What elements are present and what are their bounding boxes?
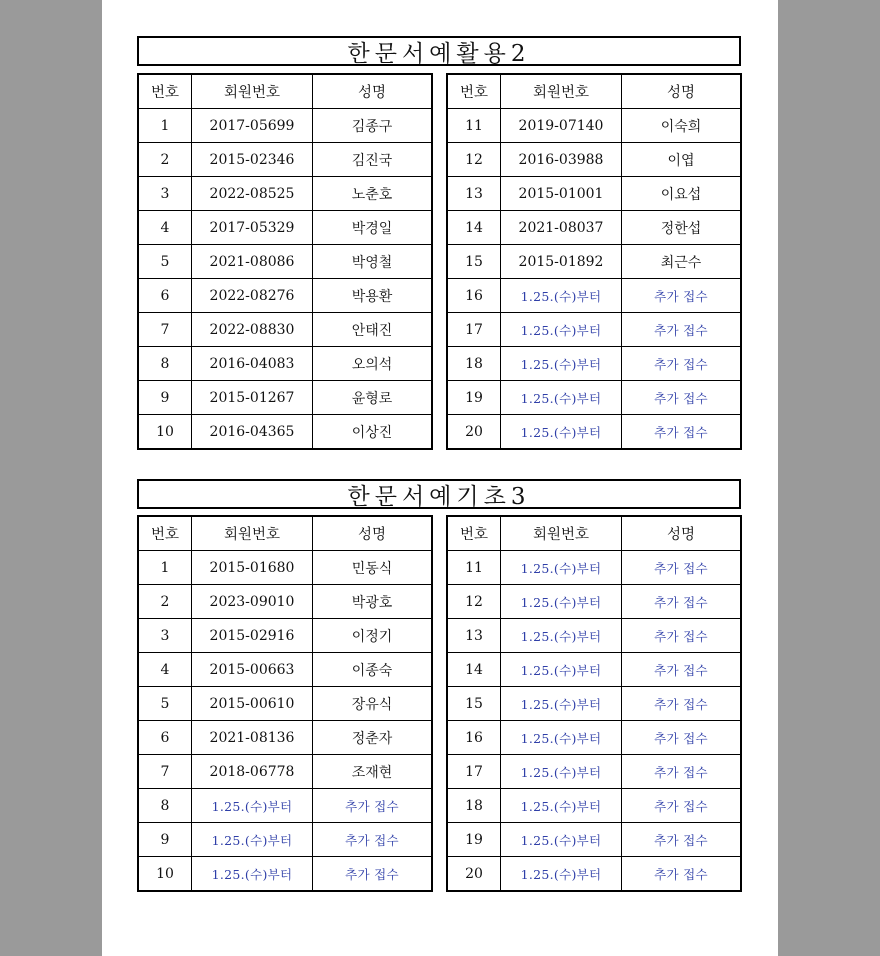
member-id: 2015-01892 xyxy=(501,245,622,279)
member-name: 추가 접수 xyxy=(622,789,742,823)
row-number: 16 xyxy=(447,721,501,755)
row-number: 10 xyxy=(138,415,192,450)
member-id: 2015-01680 xyxy=(192,551,313,585)
section-title: 한문서예기초3 xyxy=(137,479,741,509)
member-name: 추가 접수 xyxy=(622,653,742,687)
member-name: 추가 접수 xyxy=(622,755,742,789)
row-number: 4 xyxy=(138,211,192,245)
header-name: 성명 xyxy=(622,516,742,551)
table-row xyxy=(138,653,432,687)
member-name: 추가 접수 xyxy=(622,347,742,381)
header-member-id: 회원번호 xyxy=(192,74,313,109)
table-row xyxy=(447,415,741,450)
table-row xyxy=(138,415,432,450)
member-id: 2015-02916 xyxy=(192,619,313,653)
member-id: 2018-06778 xyxy=(192,755,313,789)
table-row xyxy=(447,721,741,755)
row-number: 7 xyxy=(138,313,192,347)
member-name: 추가 접수 xyxy=(622,585,742,619)
member-name: 추가 접수 xyxy=(622,415,742,450)
member-id: 2016-03988 xyxy=(501,143,622,177)
member-name: 윤형로 xyxy=(313,381,433,415)
table-row xyxy=(447,313,741,347)
member-name: 이상진 xyxy=(313,415,433,450)
member-name: 박광호 xyxy=(313,585,433,619)
member-id: 2021-08086 xyxy=(192,245,313,279)
member-id: 2016-04365 xyxy=(192,415,313,450)
member-id: 2022-08525 xyxy=(192,177,313,211)
member-name: 추가 접수 xyxy=(622,687,742,721)
member-id: 1.25.(수)부터 xyxy=(501,721,622,755)
header-number: 번호 xyxy=(447,516,501,551)
row-number: 10 xyxy=(138,857,192,892)
table-row xyxy=(447,211,741,245)
member-id: 2015-01267 xyxy=(192,381,313,415)
member-name: 이요섭 xyxy=(622,177,742,211)
table-row xyxy=(138,109,432,143)
row-number: 2 xyxy=(138,143,192,177)
member-name: 추가 접수 xyxy=(622,619,742,653)
member-name: 박용환 xyxy=(313,279,433,313)
header-number: 번호 xyxy=(138,516,192,551)
header-name: 성명 xyxy=(313,74,433,109)
table-row xyxy=(447,619,741,653)
roster-table-right xyxy=(446,73,742,450)
row-number: 8 xyxy=(138,347,192,381)
member-id: 2021-08037 xyxy=(501,211,622,245)
table-row xyxy=(138,211,432,245)
member-id: 2016-04083 xyxy=(192,347,313,381)
table-row xyxy=(447,279,741,313)
member-id: 1.25.(수)부터 xyxy=(501,823,622,857)
table-row xyxy=(138,279,432,313)
row-number: 18 xyxy=(447,347,501,381)
member-id: 2023-09010 xyxy=(192,585,313,619)
member-id: 1.25.(수)부터 xyxy=(192,823,313,857)
table-row xyxy=(138,381,432,415)
row-number: 15 xyxy=(447,687,501,721)
member-name: 노춘호 xyxy=(313,177,433,211)
table-row xyxy=(447,687,741,721)
table-row xyxy=(447,857,741,892)
member-id: 1.25.(수)부터 xyxy=(501,551,622,585)
table-row xyxy=(138,245,432,279)
row-number: 15 xyxy=(447,245,501,279)
row-number: 1 xyxy=(138,109,192,143)
row-number: 8 xyxy=(138,789,192,823)
table-row xyxy=(447,109,741,143)
member-name: 추가 접수 xyxy=(622,381,742,415)
table-row xyxy=(447,789,741,823)
table-row xyxy=(138,789,432,823)
table-row xyxy=(447,755,741,789)
table-row xyxy=(447,585,741,619)
row-number: 18 xyxy=(447,789,501,823)
row-number: 9 xyxy=(138,381,192,415)
member-id: 1.25.(수)부터 xyxy=(501,653,622,687)
row-number: 20 xyxy=(447,415,501,450)
member-name: 조재현 xyxy=(313,755,433,789)
row-number: 14 xyxy=(447,211,501,245)
table-row xyxy=(138,857,432,892)
header-member-id: 회원번호 xyxy=(501,516,622,551)
row-number: 20 xyxy=(447,857,501,892)
row-number: 9 xyxy=(138,823,192,857)
table-row xyxy=(138,551,432,585)
table-row xyxy=(138,721,432,755)
table-header-row xyxy=(447,516,741,551)
row-number: 7 xyxy=(138,755,192,789)
row-number: 11 xyxy=(447,109,501,143)
member-name: 추가 접수 xyxy=(622,279,742,313)
member-name: 박경일 xyxy=(313,211,433,245)
row-number: 19 xyxy=(447,823,501,857)
member-id: 1.25.(수)부터 xyxy=(501,347,622,381)
member-name: 장유식 xyxy=(313,687,433,721)
member-id: 1.25.(수)부터 xyxy=(192,789,313,823)
table-row xyxy=(447,177,741,211)
row-number: 14 xyxy=(447,653,501,687)
row-number: 3 xyxy=(138,177,192,211)
member-name: 추가 접수 xyxy=(313,789,433,823)
roster-table-left xyxy=(137,515,433,892)
member-id: 1.25.(수)부터 xyxy=(501,585,622,619)
table-row xyxy=(447,551,741,585)
member-id: 1.25.(수)부터 xyxy=(501,789,622,823)
table-row xyxy=(138,313,432,347)
header-name: 성명 xyxy=(313,516,433,551)
member-name: 오의석 xyxy=(313,347,433,381)
member-id: 2017-05329 xyxy=(192,211,313,245)
member-name: 정한섭 xyxy=(622,211,742,245)
member-id: 2021-08136 xyxy=(192,721,313,755)
header-member-id: 회원번호 xyxy=(192,516,313,551)
member-id: 1.25.(수)부터 xyxy=(501,687,622,721)
row-number: 4 xyxy=(138,653,192,687)
row-number: 17 xyxy=(447,755,501,789)
member-name: 추가 접수 xyxy=(622,721,742,755)
row-number: 17 xyxy=(447,313,501,347)
row-number: 5 xyxy=(138,687,192,721)
member-name: 최근수 xyxy=(622,245,742,279)
member-id: 2017-05699 xyxy=(192,109,313,143)
table-header-row xyxy=(138,74,432,109)
row-number: 13 xyxy=(447,177,501,211)
member-id: 2015-02346 xyxy=(192,143,313,177)
table-header-row xyxy=(138,516,432,551)
row-number: 16 xyxy=(447,279,501,313)
member-name: 추가 접수 xyxy=(622,551,742,585)
table-row xyxy=(447,347,741,381)
row-number: 6 xyxy=(138,721,192,755)
member-id: 2015-01001 xyxy=(501,177,622,211)
member-id: 1.25.(수)부터 xyxy=(501,415,622,450)
member-name: 박영철 xyxy=(313,245,433,279)
table-row xyxy=(447,381,741,415)
roster-table-left xyxy=(137,73,433,450)
table-row xyxy=(447,245,741,279)
member-name: 이종숙 xyxy=(313,653,433,687)
roster-table-right xyxy=(446,515,742,892)
member-name: 민동식 xyxy=(313,551,433,585)
member-name: 추가 접수 xyxy=(622,313,742,347)
member-name: 이숙희 xyxy=(622,109,742,143)
member-name: 안태진 xyxy=(313,313,433,347)
row-number: 12 xyxy=(447,143,501,177)
member-id: 2019-07140 xyxy=(501,109,622,143)
table-row xyxy=(138,755,432,789)
row-number: 6 xyxy=(138,279,192,313)
member-id: 1.25.(수)부터 xyxy=(501,381,622,415)
header-number: 번호 xyxy=(138,74,192,109)
member-name: 추가 접수 xyxy=(313,823,433,857)
member-id: 2022-08830 xyxy=(192,313,313,347)
row-number: 11 xyxy=(447,551,501,585)
table-row xyxy=(447,143,741,177)
member-name: 추가 접수 xyxy=(622,823,742,857)
member-id: 1.25.(수)부터 xyxy=(192,857,313,892)
row-number: 2 xyxy=(138,585,192,619)
member-name: 김진국 xyxy=(313,143,433,177)
header-member-id: 회원번호 xyxy=(501,74,622,109)
table-row xyxy=(138,823,432,857)
member-name: 이정기 xyxy=(313,619,433,653)
table-row xyxy=(138,143,432,177)
table-row xyxy=(138,619,432,653)
member-name: 정춘자 xyxy=(313,721,433,755)
table-row xyxy=(138,585,432,619)
member-id: 2022-08276 xyxy=(192,279,313,313)
row-number: 3 xyxy=(138,619,192,653)
member-name: 이엽 xyxy=(622,143,742,177)
table-row xyxy=(138,687,432,721)
header-name: 성명 xyxy=(622,74,742,109)
table-row xyxy=(447,653,741,687)
table-row xyxy=(138,177,432,211)
row-number: 1 xyxy=(138,551,192,585)
member-id: 1.25.(수)부터 xyxy=(501,857,622,892)
row-number: 19 xyxy=(447,381,501,415)
member-name: 추가 접수 xyxy=(622,857,742,892)
table-row xyxy=(447,823,741,857)
member-name: 김종구 xyxy=(313,109,433,143)
table-header-row xyxy=(447,74,741,109)
member-id: 2015-00610 xyxy=(192,687,313,721)
member-id: 2015-00663 xyxy=(192,653,313,687)
member-name: 추가 접수 xyxy=(313,857,433,892)
row-number: 12 xyxy=(447,585,501,619)
row-number: 5 xyxy=(138,245,192,279)
member-id: 1.25.(수)부터 xyxy=(501,619,622,653)
header-number: 번호 xyxy=(447,74,501,109)
table-row xyxy=(138,347,432,381)
member-id: 1.25.(수)부터 xyxy=(501,755,622,789)
section-title: 한문서예활용2 xyxy=(137,36,741,66)
member-id: 1.25.(수)부터 xyxy=(501,279,622,313)
member-id: 1.25.(수)부터 xyxy=(501,313,622,347)
row-number: 13 xyxy=(447,619,501,653)
